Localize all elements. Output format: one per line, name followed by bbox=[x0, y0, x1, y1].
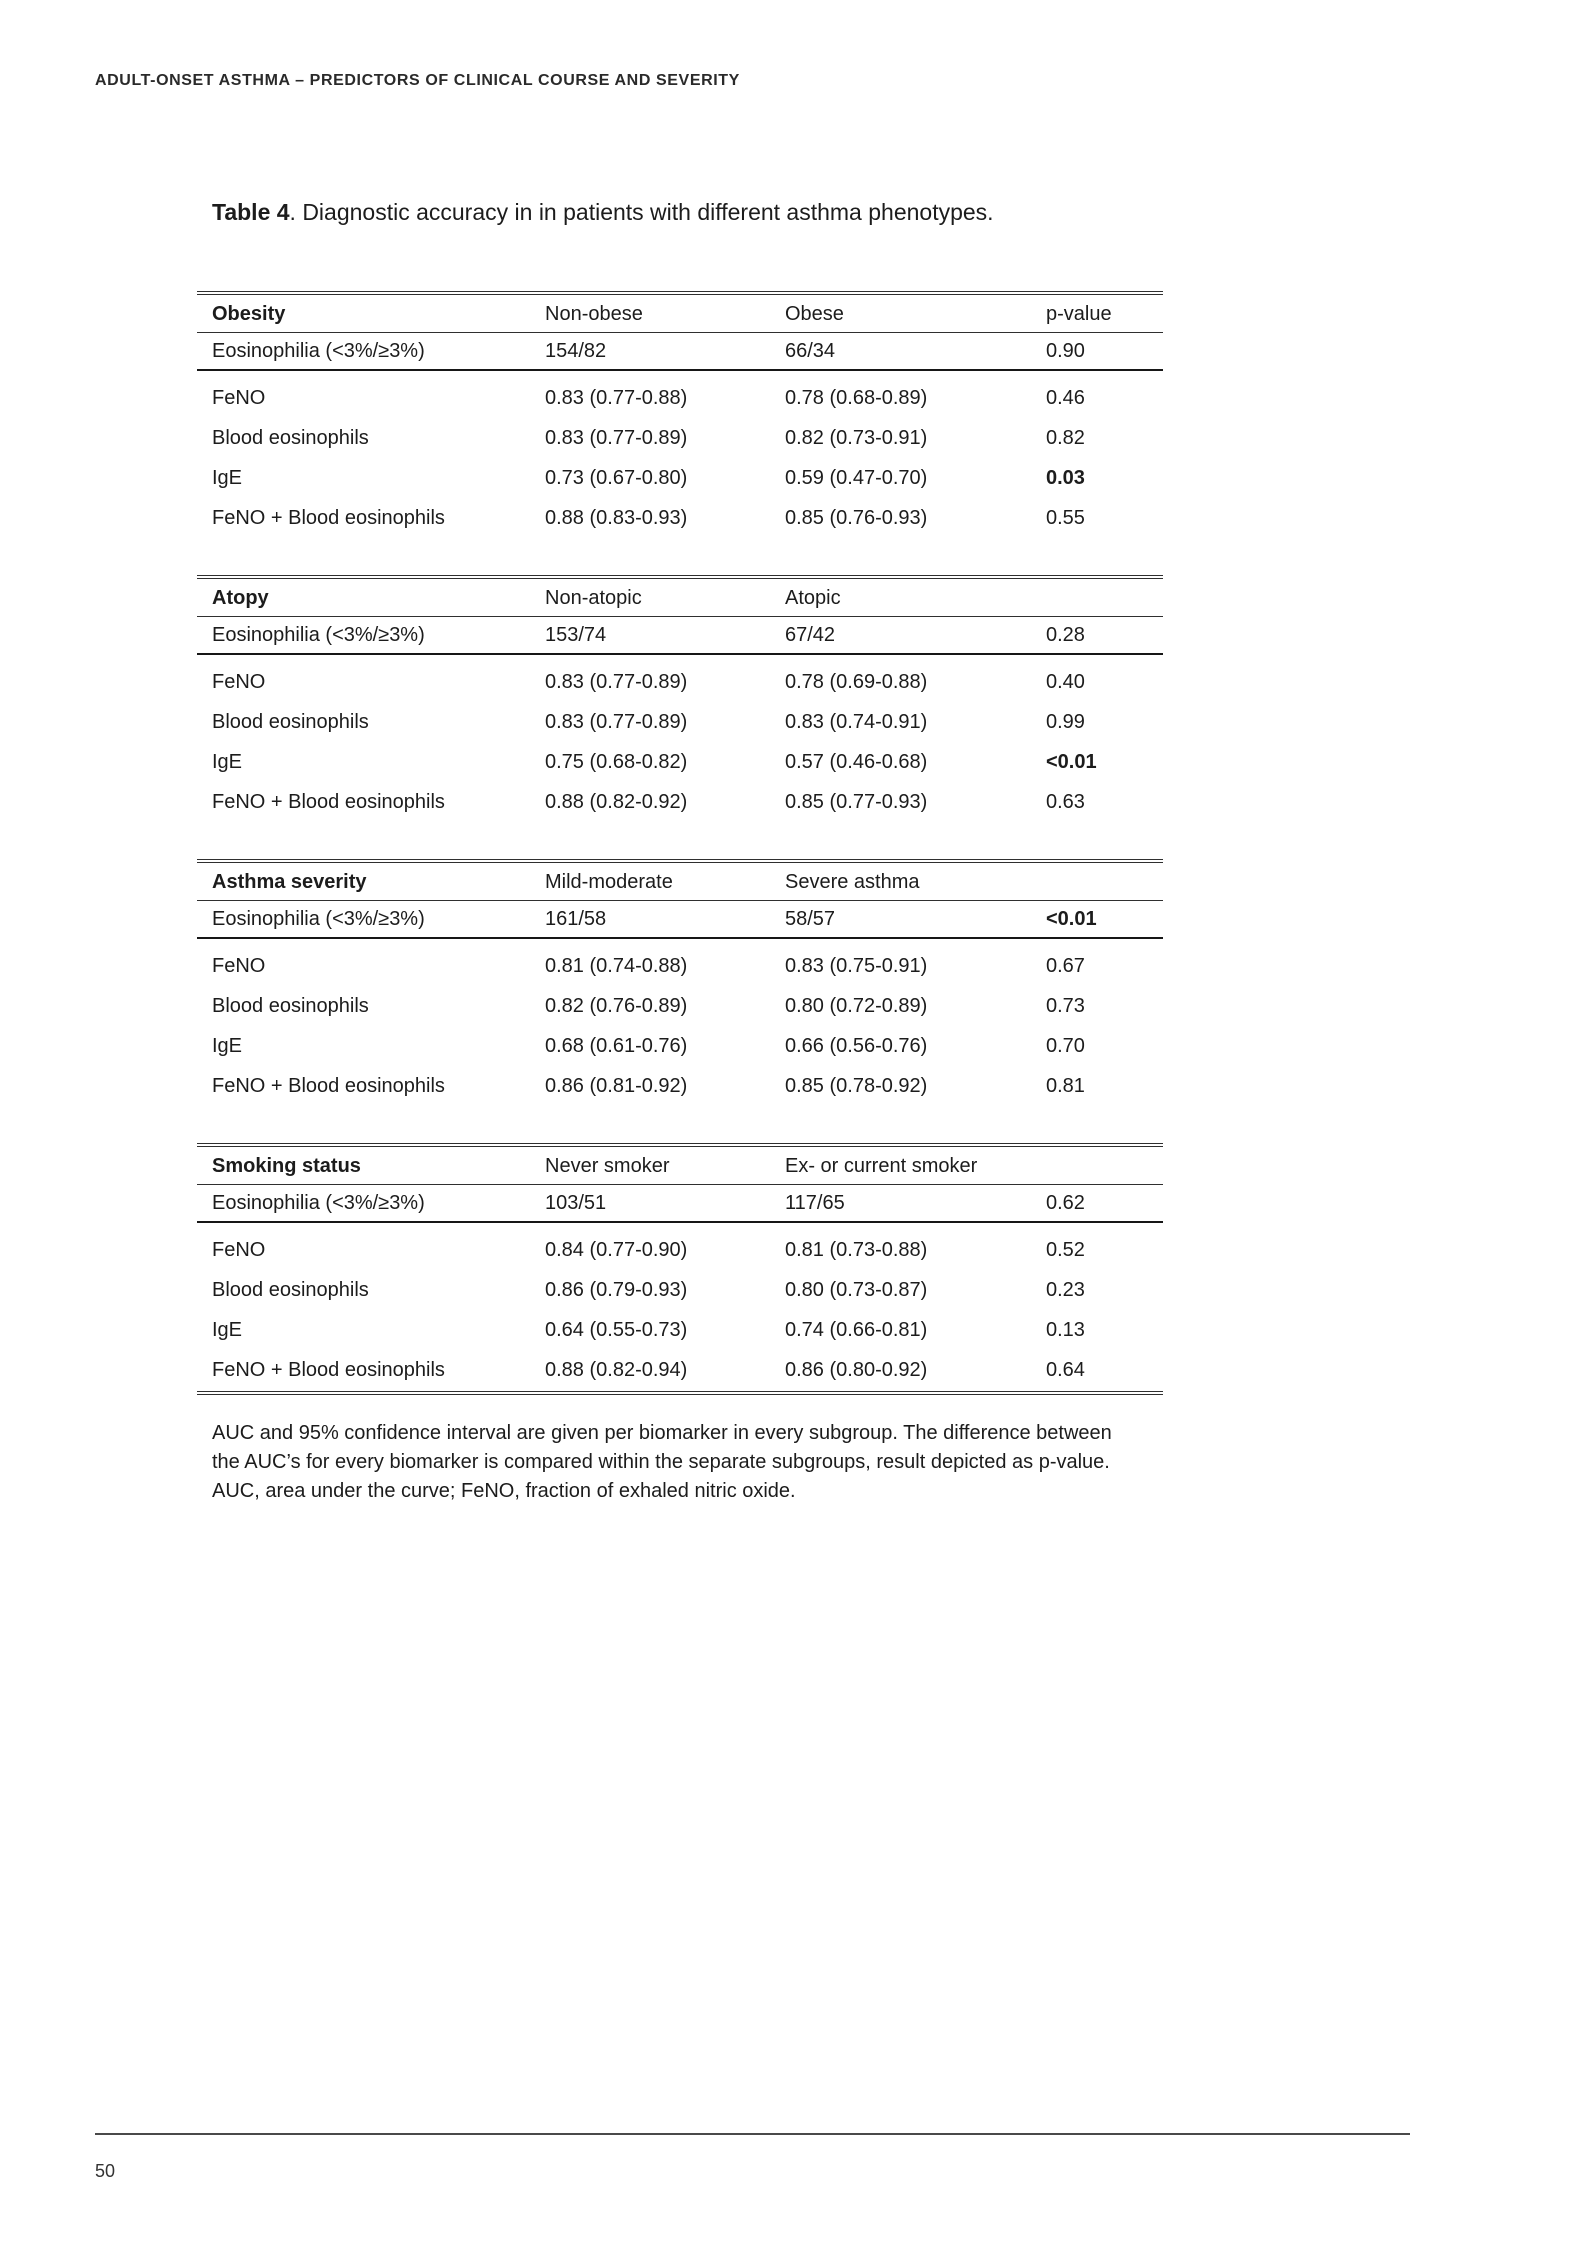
cell-value: 0.63 bbox=[1046, 791, 1085, 813]
column-header: p-value bbox=[1046, 302, 1112, 325]
cell-value: 0.88 (0.82-0.92) bbox=[545, 791, 688, 813]
cell-value: 0.81 (0.73-0.88) bbox=[785, 1239, 928, 1261]
row-label: FeNO bbox=[212, 671, 266, 693]
table-row bbox=[197, 1350, 1163, 1390]
cell-value: 0.23 bbox=[1046, 1279, 1085, 1301]
row-label: FeNO bbox=[212, 387, 266, 409]
cell-value: 0.64 (0.55-0.73) bbox=[545, 1319, 688, 1341]
cell-value: 153/74 bbox=[545, 624, 607, 646]
row-label: IgE bbox=[212, 751, 243, 773]
group-header: Atopy bbox=[212, 586, 269, 609]
table-row bbox=[197, 1066, 1163, 1106]
column-header: Obese bbox=[785, 302, 844, 325]
cell-value: 117/65 bbox=[785, 1192, 845, 1214]
table-row bbox=[197, 1310, 1163, 1350]
cell-value: 0.80 (0.73-0.87) bbox=[785, 1279, 928, 1301]
group-header: Smoking status bbox=[212, 1154, 361, 1177]
cell-value: 0.46 bbox=[1046, 387, 1085, 409]
row-label: Eosinophilia (<3%/≥3%) bbox=[212, 1192, 425, 1214]
table-row bbox=[197, 901, 1163, 939]
row-label: Blood eosinophils bbox=[212, 711, 369, 733]
table-title-text: . Diagnostic accuracy in in patients with different asthma phenotypes. bbox=[289, 199, 994, 225]
header-row bbox=[197, 295, 1163, 333]
table-row bbox=[197, 782, 1163, 822]
cell-value: 0.85 (0.77-0.93) bbox=[785, 791, 928, 813]
cell-value: 0.28 bbox=[1046, 624, 1085, 646]
cell-value: 0.99 bbox=[1046, 711, 1085, 733]
cell-value: 0.82 (0.76-0.89) bbox=[545, 995, 688, 1017]
table-row bbox=[197, 333, 1163, 371]
row-label: FeNO + Blood eosinophils bbox=[212, 791, 445, 813]
table-row bbox=[197, 986, 1163, 1026]
cell-value: 0.70 bbox=[1046, 1035, 1085, 1057]
table-row bbox=[197, 1185, 1163, 1223]
group-header: Obesity bbox=[212, 302, 286, 325]
cell-value: 0.83 (0.75-0.91) bbox=[785, 955, 928, 977]
cell-value: 0.78 (0.69-0.88) bbox=[785, 671, 928, 693]
cell-value: 0.81 (0.74-0.88) bbox=[545, 955, 688, 977]
table-smoking-status bbox=[197, 1143, 1163, 1395]
cell-value: 0.81 bbox=[1046, 1075, 1085, 1097]
row-label: FeNO bbox=[212, 1239, 266, 1261]
cell-value: 0.83 (0.74-0.91) bbox=[785, 711, 928, 733]
column-header: Atopic bbox=[785, 586, 841, 609]
row-label: Blood eosinophils bbox=[212, 995, 369, 1017]
table-row bbox=[197, 617, 1163, 655]
cell-value: 0.85 (0.78-0.92) bbox=[785, 1075, 928, 1097]
cell-value: 0.86 (0.81-0.92) bbox=[545, 1075, 688, 1097]
table-row bbox=[197, 1270, 1163, 1310]
table-row bbox=[197, 1026, 1163, 1066]
page-number: 50 bbox=[95, 2161, 116, 2181]
cell-value: 0.84 (0.77-0.90) bbox=[545, 1239, 688, 1261]
table-row bbox=[197, 662, 1163, 702]
cell-value: 0.73 bbox=[1046, 995, 1085, 1017]
header-row bbox=[197, 579, 1163, 617]
row-label: FeNO + Blood eosinophils bbox=[212, 1359, 445, 1381]
cell-value: 0.73 (0.67-0.80) bbox=[545, 467, 688, 489]
row-label: IgE bbox=[212, 1035, 243, 1057]
table-asthma-severity bbox=[197, 859, 1163, 1107]
cell-value: 0.59 (0.47-0.70) bbox=[785, 467, 928, 489]
cell-value: 0.57 (0.46-0.68) bbox=[785, 751, 928, 773]
table-row bbox=[197, 946, 1163, 986]
page-divider bbox=[95, 2133, 1410, 2135]
cell-value-significant: 0.03 bbox=[1046, 467, 1085, 489]
cell-value: 0.83 (0.77-0.89) bbox=[545, 427, 688, 449]
table-title-label: Table 4 bbox=[212, 199, 290, 225]
cell-value: 0.75 (0.68-0.82) bbox=[545, 751, 688, 773]
cell-value-significant: <0.01 bbox=[1046, 751, 1097, 773]
row-label: FeNO bbox=[212, 955, 266, 977]
row-label: Eosinophilia (<3%/≥3%) bbox=[212, 908, 425, 930]
running-header: ADULT-ONSET ASTHMA – PREDICTORS OF CLINICAL COURSE AND SEVERITY bbox=[95, 72, 740, 89]
cell-value: 0.88 (0.82-0.94) bbox=[545, 1359, 688, 1381]
cell-value: 0.40 bbox=[1046, 671, 1085, 693]
table-body bbox=[197, 939, 1163, 1107]
cell-value: 0.74 (0.66-0.81) bbox=[785, 1319, 928, 1341]
table-row bbox=[197, 1230, 1163, 1270]
cell-value: 0.90 bbox=[1046, 340, 1085, 362]
page-title bbox=[212, 199, 994, 226]
cell-value: 0.13 bbox=[1046, 1319, 1085, 1341]
cell-value: 0.55 bbox=[1046, 507, 1085, 529]
cell-value: 0.88 (0.83-0.93) bbox=[545, 507, 688, 529]
row-label: IgE bbox=[212, 467, 243, 489]
column-header: Mild-moderate bbox=[545, 870, 673, 893]
table-row bbox=[197, 742, 1163, 782]
cell-value: 0.86 (0.80-0.92) bbox=[785, 1359, 928, 1381]
cell-value: 0.68 (0.61-0.76) bbox=[545, 1035, 688, 1057]
column-header: Severe asthma bbox=[785, 870, 920, 893]
table-row bbox=[197, 702, 1163, 742]
cell-value: 0.67 bbox=[1046, 955, 1085, 977]
row-label: FeNO + Blood eosinophils bbox=[212, 1075, 445, 1097]
cell-value: 154/82 bbox=[545, 340, 607, 362]
table-body bbox=[197, 655, 1163, 823]
row-label: FeNO + Blood eosinophils bbox=[212, 507, 445, 529]
row-label: Eosinophilia (<3%/≥3%) bbox=[212, 340, 425, 362]
table-atopy bbox=[197, 575, 1163, 823]
column-header: Ex- or current smoker bbox=[785, 1154, 978, 1177]
header-row bbox=[197, 863, 1163, 901]
cell-value: 103/51 bbox=[545, 1192, 607, 1214]
column-header: Never smoker bbox=[545, 1154, 670, 1177]
cell-value: 67/42 bbox=[785, 624, 836, 646]
row-label: Eosinophilia (<3%/≥3%) bbox=[212, 624, 425, 646]
cell-value-significant: <0.01 bbox=[1046, 908, 1097, 930]
table-row bbox=[197, 498, 1163, 538]
row-label: Blood eosinophils bbox=[212, 427, 369, 449]
cell-value: 0.83 (0.77-0.89) bbox=[545, 671, 688, 693]
cell-value: 0.86 (0.79-0.93) bbox=[545, 1279, 688, 1301]
header-row bbox=[197, 1147, 1163, 1185]
cell-value: 0.64 bbox=[1046, 1359, 1085, 1381]
cell-value: 161/58 bbox=[545, 908, 607, 930]
tables-container bbox=[197, 291, 1163, 1395]
row-label: IgE bbox=[212, 1319, 243, 1341]
group-header: Asthma severity bbox=[212, 870, 367, 893]
cell-value: 0.85 (0.76-0.93) bbox=[785, 507, 928, 529]
cell-value: 58/57 bbox=[785, 908, 836, 930]
cell-value: 0.66 (0.56-0.76) bbox=[785, 1035, 928, 1057]
table-body bbox=[197, 371, 1163, 539]
row-label: Blood eosinophils bbox=[212, 1279, 369, 1301]
column-header: Non-obese bbox=[545, 302, 643, 325]
table-body bbox=[197, 1223, 1163, 1391]
table-footnote: AUC and 95% confidence interval are given per biomarker in every subgroup. The difference between the AUC’s for every biomarker is compared within the separate subgroups, result depicted as p-value. AUC, area under the curve; FeNO, fraction of exhaled nitric oxide. bbox=[212, 1422, 1112, 1502]
column-header: Non-atopic bbox=[545, 586, 642, 609]
cell-value: 0.78 (0.68-0.89) bbox=[785, 387, 928, 409]
cell-value: 0.62 bbox=[1046, 1192, 1085, 1214]
table-row bbox=[197, 418, 1163, 458]
cell-value: 0.83 (0.77-0.89) bbox=[545, 711, 688, 733]
table-row bbox=[197, 378, 1163, 418]
cell-value: 0.52 bbox=[1046, 1239, 1085, 1261]
cell-value: 0.83 (0.77-0.88) bbox=[545, 387, 688, 409]
table-row bbox=[197, 458, 1163, 498]
cell-value: 0.82 bbox=[1046, 427, 1085, 449]
cell-value: 0.80 (0.72-0.89) bbox=[785, 995, 928, 1017]
cell-value: 0.82 (0.73-0.91) bbox=[785, 427, 928, 449]
table-obesity bbox=[197, 291, 1163, 539]
cell-value: 66/34 bbox=[785, 340, 836, 362]
